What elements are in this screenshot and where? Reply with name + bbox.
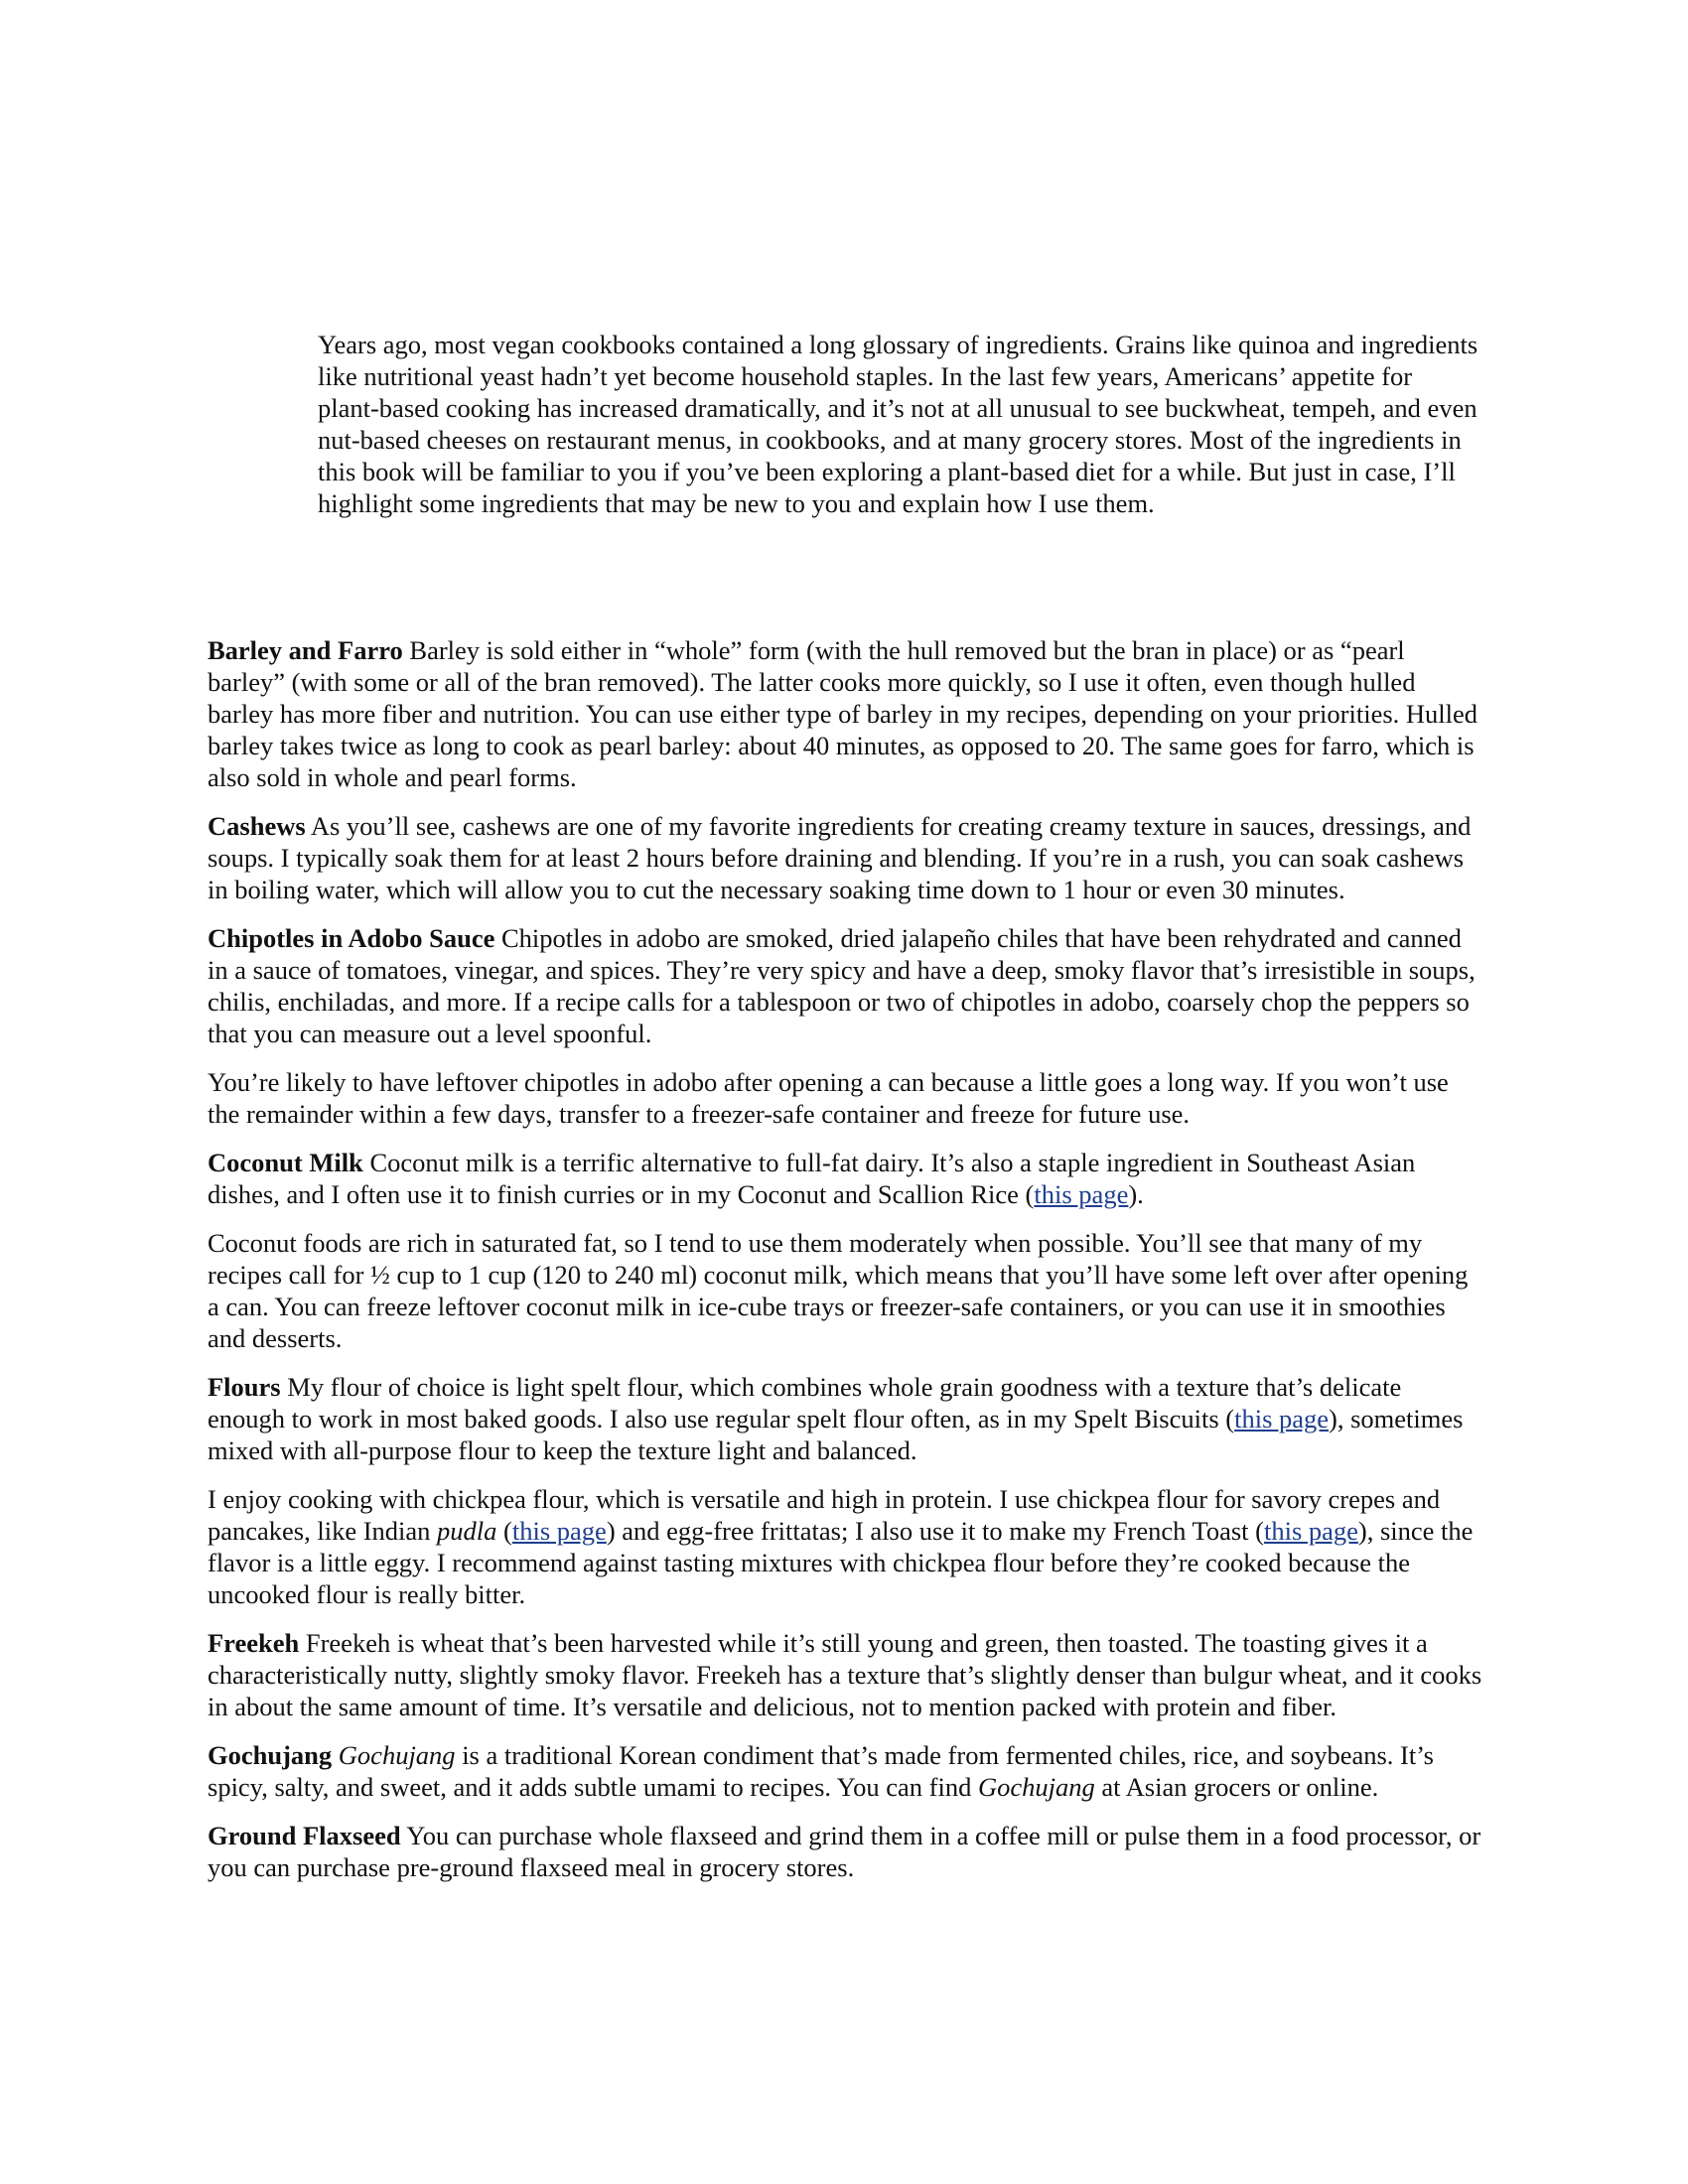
entry-freekeh (208, 1627, 1483, 1722)
text-segment: ) and egg-free frittatas; I also use it to make my French Toast ( (606, 1516, 1264, 1546)
chipotles-paragraph-2: You’re likely to have leftover chipotles in adobo after opening a can because a little goes a long way. If you won’t use the remainder within a few days, transfer to a freezer-safe container and freeze for future use. (208, 1067, 1449, 1129)
entry-cashews (208, 810, 1483, 905)
entry-term: Ground Flaxseed (208, 1821, 401, 1850)
page-link-french-toast[interactable]: this page (1263, 1516, 1358, 1546)
intro-paragraph: Years ago, most vegan cookbooks contained a long glossary of ingredients. Grains like quinoa and ingredients like nutritional yeast hadn’t yet become household staples. In the last few years, Americans’ appetite for plant-based cooking has increased dramatically, and it’s not at all unusual to see buckwheat, tempeh, and even nut-based cheeses on restaurant menus, in cookbooks, and at many grocery stores. Most of the ingredients in this book will be familiar to you if you’ve been exploring a plant-based diet for a while. But just in case, I’ll highlight some ingredients that may be new to you and explain how I use them. (318, 330, 1478, 518)
text-segment: I enjoy cooking with chickpea flour, which is versatile and high in protein. I use chickpea flour for savory crepes and pancakes, like Indian (208, 1484, 1441, 1546)
entry-term: Cashews (208, 811, 306, 841)
entry-term: Chipotles in Adobo Sauce (208, 923, 495, 953)
text-segment: ( (496, 1516, 512, 1546)
entry-term: Gochujang (208, 1740, 333, 1770)
page-link-spelt-biscuits[interactable]: this page (1234, 1404, 1330, 1433)
entry-term: Barley and Farro (208, 635, 403, 665)
entry-ground-flaxseed (208, 1820, 1483, 1883)
entry-text: You can purchase whole flaxseed and grind them in a coffee mill or pulse them in a food processor, or you can purchase pre-ground flaxseed meal in grocery stores. (208, 1821, 1481, 1882)
italic-term: pudla (437, 1516, 497, 1546)
entry-text: Coconut milk is a terrific alternative to full-fat dairy. It’s also a staple ingredient in Southeast Asian dishes, and I often use it to finish curries or in my Coconut and Scallion Rice ( (208, 1148, 1416, 1209)
italic-term: Gochujang (977, 1772, 1095, 1802)
entry-term: Flours (208, 1372, 281, 1402)
entry-gochujang (208, 1739, 1483, 1803)
entry-barley-and-farro (208, 634, 1483, 793)
text-segment: ), since the flavor is a little eggy. I recommend against tasting mixtures with chickpea flour before they’re cooked because the uncooked flour is really bitter. (208, 1516, 1474, 1609)
entry-flours (208, 1371, 1483, 1466)
entry-coconut-milk (208, 1147, 1483, 1210)
entry-text: Barley is sold either in “whole” form (with the hull removed but the bran in place) or as “pearl barley” (with some or all of the bran removed). The latter cooks more quickly, so I use it often, even though hulled barley has more fiber and nutrition. You can use either type of barley in my recipes, depending on your priorities. Hulled barley takes twice as long to cook as pearl barley: about 40 minutes, as opposed to 20. The same goes for farro, which is also sold in whole and pearl forms. (208, 635, 1478, 792)
text-segment: is a traditional Korean condiment that’s made from fermented chiles, rice, and soybeans. It’s spicy, salty, and sweet, and it adds subtle umami to recipes. You can find (208, 1740, 1434, 1802)
entry-text-end: ), sometimes mixed with all-purpose flour to keep the texture light and balanced. (208, 1404, 1464, 1465)
entry-term: Coconut Milk (208, 1148, 363, 1177)
entry-text: My flour of choice is light spelt flour, which combines whole grain goodness with a texture that’s delicate enough to work in most baked goods. I also use regular spelt flour often, as in my Spelt Biscuits ( (208, 1372, 1402, 1433)
italic-term: Gochujang (338, 1740, 456, 1770)
coconut-paragraph-2: Coconut foods are rich in saturated fat, so I tend to use them moderately when possible. You’ll see that many of my recipes call for ½ cup to 1 cup (120 to 240 ml) coconut milk, which means that you’ll have some left over after opening a can. You can freeze leftover coconut milk in ice-cube trays or freezer-safe containers, or you can use it in smoothies and desserts. (208, 1228, 1469, 1353)
entry-text: As you’ll see, cashews are one of my favorite ingredients for creating creamy texture in sauces, dressings, and soups. I typically soak them for at least 2 hours before draining and blending. If you’re in a rush, you can soak cashews in boiling water, which will allow you to cut the necessary soaking time down to 1 hour or even 30 minutes. (208, 811, 1472, 904)
entry-text-end: ). (1128, 1179, 1144, 1209)
text-segment: at Asian grocers or online. (1094, 1772, 1379, 1802)
entry-text: Chipotles in adobo are smoked, dried jalapeño chiles that have been rehydrated and canned in a sauce of tomatoes, vinegar, and spices. They’re very spicy and have a deep, smoky flavor that’s irresistible in soups, chilis, enchiladas, and more. If a recipe calls for a tablespoon or two of chipotles in adobo, coarsely chop the peppers so that you can measure out a level spoonful. (208, 923, 1476, 1048)
glossary-entries (208, 634, 1483, 1900)
flours-paragraph-2 (208, 1483, 1483, 1610)
page-link-coconut-scallion-rice[interactable]: this page (1034, 1179, 1129, 1209)
entry-chipotles (208, 922, 1483, 1049)
entry-term: Freekeh (208, 1628, 300, 1658)
page-link-pudla[interactable]: this page (511, 1516, 607, 1546)
entry-text: Freekeh is wheat that’s been harvested while it’s still young and green, then toasted. The toasting gives it a characteristically nutty, slightly smoky flavor. Freekeh has a texture that’s slightly denser than bulgur wheat, and it cooks in about the same amount of time. It’s versatile and delicious, not to mention packed with protein and fiber. (208, 1628, 1482, 1721)
